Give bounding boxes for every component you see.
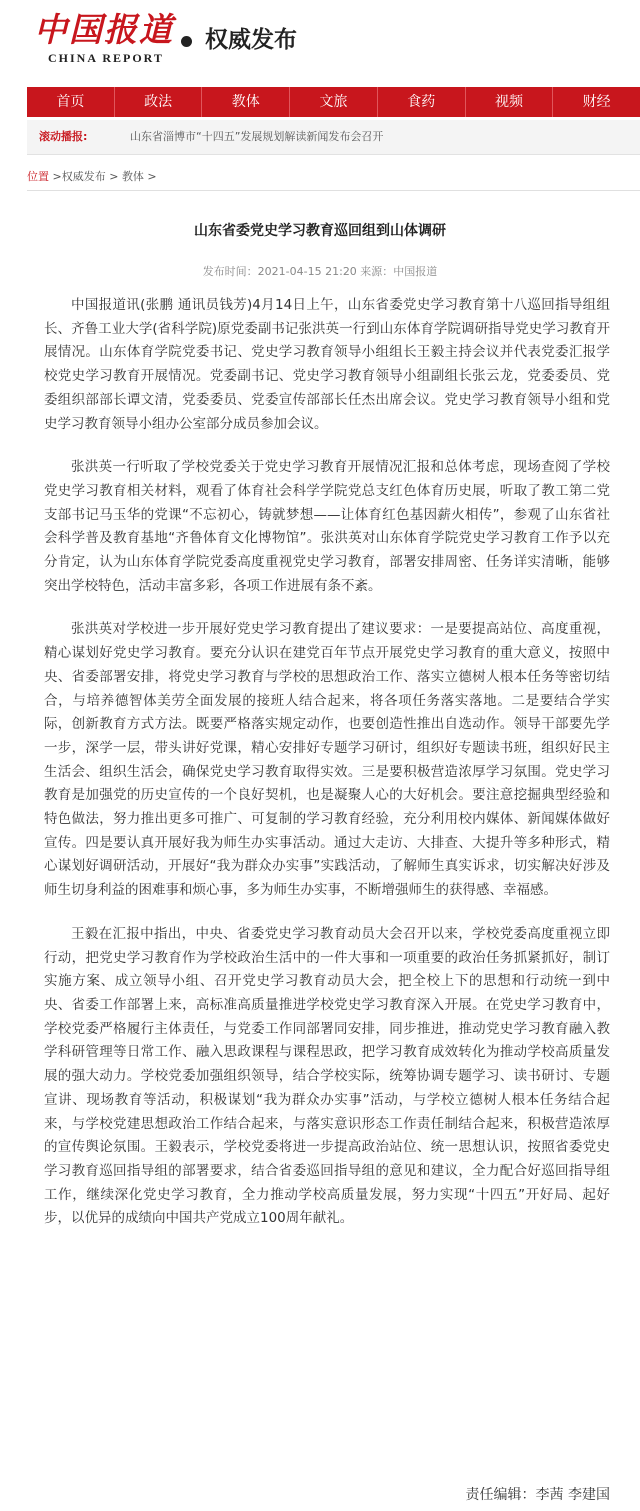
channel-title: 权威发布 [205,27,297,53]
breadcrumb-level-2[interactable]: 教体 [121,170,144,183]
breadcrumb-separator: > [143,170,157,183]
breadcrumb-separator: > [105,170,122,183]
bullet-dot-icon [181,36,192,47]
divider [27,190,640,191]
article-paragraph: 张洪英对学校进一步开展好党史学习教育提出了建议要求：一是要提高站位、高度重视，精心谋划好党史学习教育。要充分认识在建党百年节点开展党史学习教育的重大意义，按照中央、省委部署安排，将党史学习教育与学校的思想政治工作、落实立德树人根本任务等密切结合，与培养德智体美劳全面发展的接班人结合起来，将各项任务落实落地。二是要结合学实际，创新教育方式方法。既要严格落实规定动作，也要创造性推出自选动作。领导干部要先学一步，深学一层，带头讲好党课，精心安排好专题学习研讨，组织好专题读书班，组织好民主生活会、组织生活会，确保党史学习教育取得实效。三是要积极营造浓厚学习氛围。党史学习教育是加强党的历史宣传的一个良好契机，也是凝聚人心的大好机会。要注意挖掘典型经验和特色做法，努力推出更多可推广、可复制的学习教育经验，充分利用校内媒体、新闻媒体做好宣传。四是要认真开展好我为师生办实事活动。通过大走访、大排查、大提升等多种形式，精心谋划好调研活动，开展好“我为群众办实事”实践活动，了解师生真实诉求，切实解决好涉及师生切身利益的困难事和烦心事，多为师生办实事，不断增强师生的获得感、幸福感。 [44,621,610,899]
news-ticker [27,120,640,155]
site-header [0,0,640,84]
ticker-label: 滚动播报: [39,130,88,143]
nav-item-culture-tourism[interactable]: 文旅 [290,87,378,117]
logo-chinese: 中国报道 [34,10,174,49]
article-body [44,294,610,1251]
nav-item-video[interactable]: 视频 [466,87,554,117]
ticker-headline-link[interactable]: 山东省淄博市“十四五”发展规划解读新闻发布会召开 [130,130,384,143]
nav-item-food-drug[interactable]: 食药 [378,87,466,117]
article-paragraph: 张洪英一行听取了学校党委关于党史学习教育开展情况汇报和总体考虑，现场查阅了学校党史学习教育相关材料，观看了体育社会科学学院党总支红色体育历史展，听取了教工第二党支部书记马玉华的党课“不忘初心，铸就梦想——让体育红色基因薪火相传”，参观了山东省社会科学普及教育基地“齐鲁体育文化博物馆”。张洪英对山东体育学院党史学习教育工作予以充分肯定，认为山东体育学院党委高度重视党史学习教育，部署安排周密、任务详实清晰，能够突出学校特色，活动丰富多彩，各项工作进展有条不紊。 [44,459,610,594]
breadcrumb [27,168,157,184]
site-logo[interactable] [34,10,174,72]
breadcrumb-position[interactable]: 位置 [27,170,49,183]
responsible-editor: 责任编辑：李茜 李建国 [465,1487,610,1503]
article-meta: 发布时间：2021-04-15 21:20 来源：中国报道 [202,265,438,278]
nav-item-home[interactable]: 首页 [27,87,115,117]
article-paragraph: 王毅在汇报中指出，中央、省委党史学习教育动员大会召开以来，学校党委高度重视立即行动，把党史学习教育作为学校政治生活中的一件大事和一项重要的政治任务抓紧抓好，制订实施方案、成立领导小组、召开党史学习教育动员大会，把全校上下的思想和行动统一到中央、省委工作部署上来，高标准高质量推进学校党史学习教育深入开展。在党史学习教育中，学校党委严格履行主体责任，与党委工作同部署同安排，同步推进，推动党史学习教育融入教学科研管理等日常工作、融入思政课程与课程思政，把学习教育成效转化为推动学校高质量发展的强大动力。学校党委加强组织领导，结合学校实际，统筹协调专题学习、读书研讨、专题宣讲、现场教育等活动，积极谋划“我为群众办实事”活动，与学校立德树人根本任务结合起来，与学校党建思想政治工作结合起来，与落实意识形态工作责任制结合起来，积极营造浓厚的宣传舆论氛围。王毅表示，学校党委将进一步提高政治站位、统一思想认识，按照省委党史学习教育巡回指导组的部署要求，结合省委巡回指导组的意见和建议，全力配合好巡回指导组工作，继续深化党史学习教育，全力推动学校高质量发展，努力实现“十四五”开好局、起好步，以优异的成绩向中国共产党成立100周年献礼。 [44,925,610,1227]
logo-english: CHINA REPORT [48,51,164,65]
article-title: 山东省委党史学习教育巡回组到山体调研 [194,223,446,239]
breadcrumb-separator: > [49,170,62,183]
main-nav [27,87,640,117]
article-paragraph: 中国报道讯(张鹏 通讯员钱芳)4月14日上午，山东省委党史学习教育第十八巡回指导组组长、齐鲁工业大学(省科学院)原党委副书记张洪英一行到山东体育学院调研指导党史学习教育开展情况。山东体育学院党委书记、党史学习教育领导小组组长王毅主持会议并代表党委汇报学校党史学习教育开展情况。党委副书记、党史学习教育领导小组副组长张云龙，党委委员、党委组织部部长谭文清，党委委员、党委宣传部部长任杰出席会议。党史学习教育领导小组和党史学习教育领导小组办公室部分成员参加会议。 [44,297,610,432]
nav-item-finance[interactable]: 财经 [582,94,611,110]
nav-item-education-sports[interactable]: 教体 [202,87,290,117]
nav-item-law[interactable]: 政法 [115,87,203,117]
breadcrumb-level-1[interactable]: 权威发布 [61,170,106,183]
